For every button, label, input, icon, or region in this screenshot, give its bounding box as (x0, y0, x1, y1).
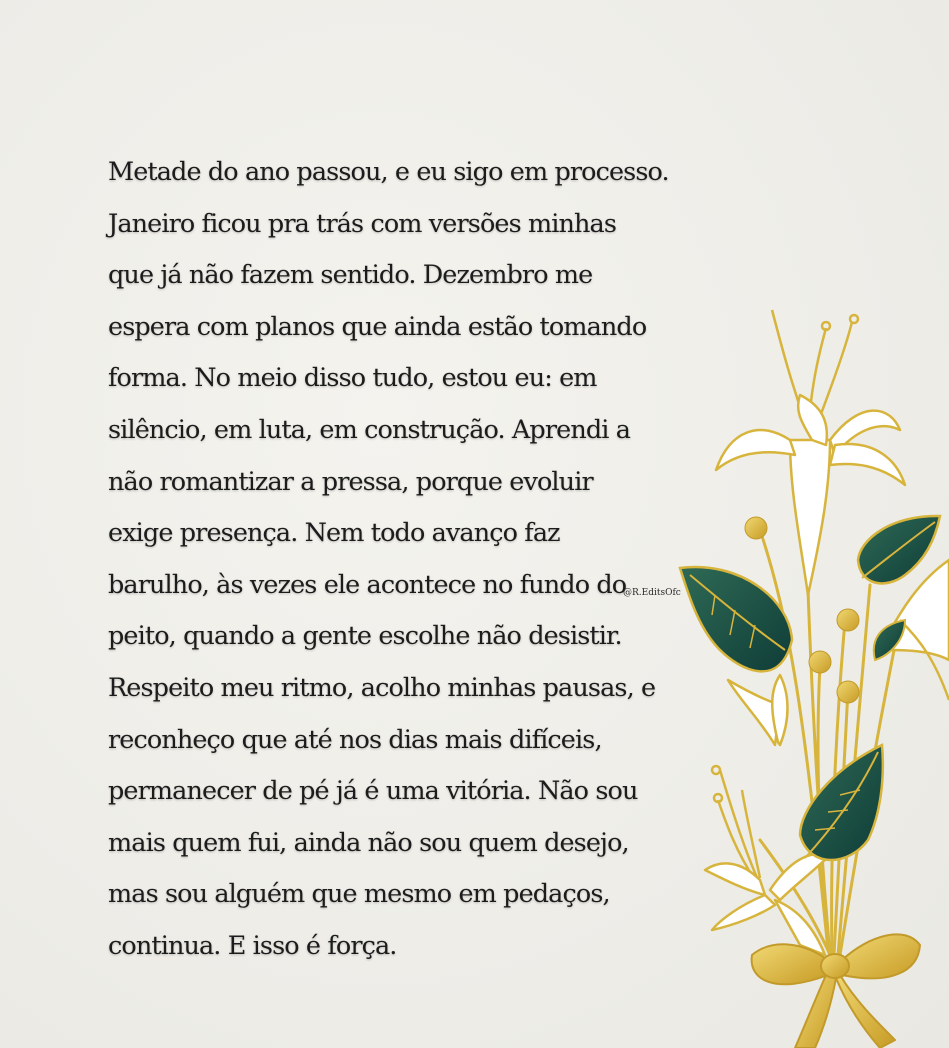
poem-line: exige presença. Nem todo avanço faz (108, 518, 560, 549)
poem-line: mas sou alguém que mesmo em pedaços, (108, 879, 610, 910)
poem-line: continua. E isso é força. (108, 930, 397, 961)
poem-line: mais quem fui, ainda não sou quem desejo, (108, 827, 629, 858)
ribbon-bow-icon (752, 934, 920, 1048)
poem-line: que já não fazem sentido. Dezembro me (108, 260, 593, 291)
poem-line: permanecer de pé já é uma vitória. Não sou (108, 776, 638, 807)
poem-line: Metade do ano passou, e eu sigo em processo. (108, 157, 669, 187)
poem-line: barulho, às vezes ele acontece no fundo do (108, 569, 627, 600)
poem-line: não romantizar a pressa, porque evoluir (108, 466, 593, 497)
poem-line: Janeiro ficou pra trás com versões minhas (108, 208, 617, 239)
poem-line: reconheço que até nos dias mais difíceis, (108, 724, 602, 755)
watermark: @R.EditsOfc (623, 588, 681, 598)
lily-flower-left (728, 675, 788, 745)
poem-line: peito, quando a gente escolhe não desistir. (108, 621, 622, 652)
poem-line: Respeito meu ritmo, acolho minhas pausas, e (108, 672, 656, 703)
poem-line: silêncio, em luta, em construção. Aprendi a (108, 414, 631, 445)
poem-line: forma. No meio disso tudo, estou eu: em (108, 363, 597, 394)
poem-line: espera com planos que ainda estão tomando (108, 311, 647, 342)
